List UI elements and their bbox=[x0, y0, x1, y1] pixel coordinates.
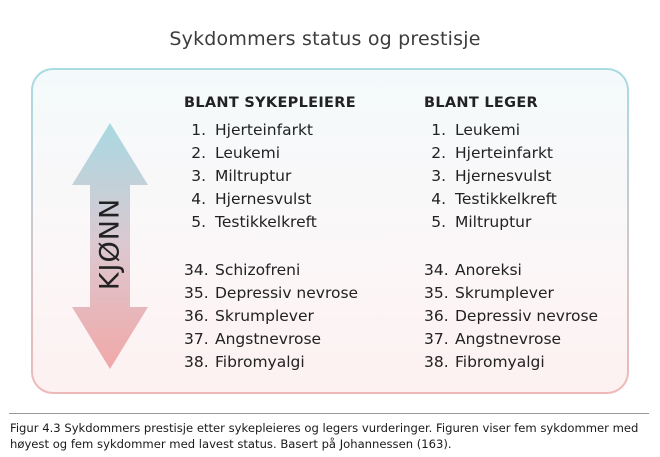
list-item: 38. Fibromyalgi bbox=[184, 353, 305, 371]
figure-caption: Figur 4.3 Sykdommers prestisje etter sykepleieres og legers vurderinger. Figuren viser fem sykdommer med høyest og fem sykdommer med lavest status. Basert på Johannessen (163). bbox=[10, 421, 639, 451]
figure-title: Sykdommers status og prestisje bbox=[169, 28, 481, 50]
list-item: 2. Hjerteinfarkt bbox=[431, 144, 553, 162]
caption-divider bbox=[9, 413, 649, 414]
list-item: 36. Depressiv nevrose bbox=[424, 307, 599, 325]
list-item: 1. Hjerteinfarkt bbox=[191, 121, 313, 139]
list-item: 38. Fibromyalgi bbox=[424, 353, 545, 371]
list-item: 34. Anoreksi bbox=[424, 261, 522, 279]
list-item: 36. Skrumplever bbox=[184, 307, 314, 325]
list-item: 37. Angstnevrose bbox=[184, 330, 322, 348]
column-heading: BLANT SYKEPLEIERE bbox=[184, 95, 356, 111]
list-item: 5. Testikkelkreft bbox=[191, 213, 317, 231]
column-heading: BLANT LEGER bbox=[424, 95, 539, 111]
list-item: 4. Testikkelkreft bbox=[431, 190, 557, 208]
column-nurses bbox=[184, 92, 359, 371]
list-item: 5. Miltruptur bbox=[431, 213, 532, 231]
list-item: 2. Leukemi bbox=[191, 144, 281, 162]
list-item: 3. Miltruptur bbox=[191, 167, 292, 185]
list-item: 37. Angstnevrose bbox=[424, 330, 562, 348]
arrow-label: KJØNN bbox=[94, 197, 126, 291]
column-doctors bbox=[424, 92, 599, 371]
list-item: 34. Schizofreni bbox=[184, 261, 301, 279]
list-item: 1. Leukemi bbox=[431, 121, 521, 139]
list-item: 35. Depressiv nevrose bbox=[184, 284, 359, 302]
list-item: 35. Skrumplever bbox=[424, 284, 554, 302]
list-item: 4. Hjernesvulst bbox=[191, 190, 312, 208]
list-item: 3. Hjernesvulst bbox=[431, 167, 552, 185]
